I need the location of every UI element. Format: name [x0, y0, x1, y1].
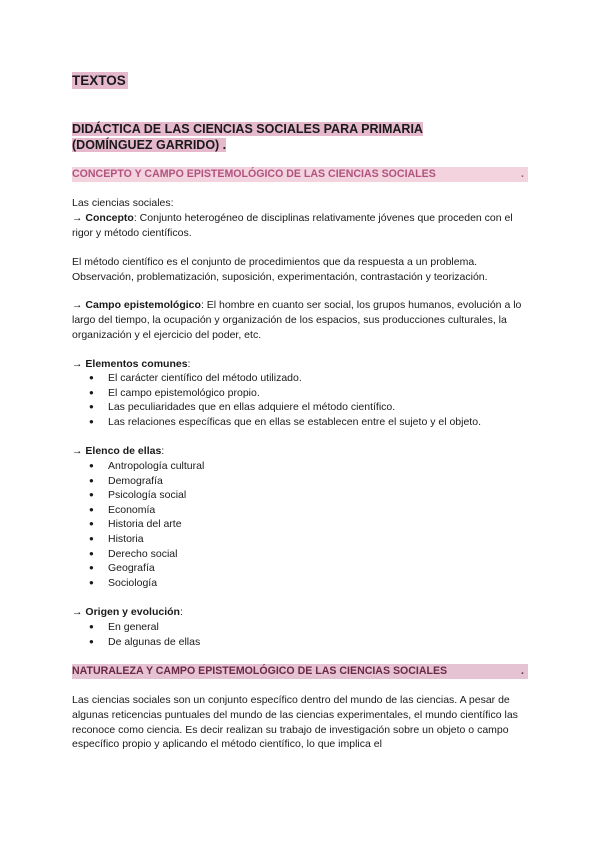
metodo-paragraph: El método científico es el conjunto de procedimientos que da respuesta a un problema. Observación, problematización, suposición, experimentación, contrastación y teorización.	[72, 256, 488, 283]
section-heading-text: NATURALEZA Y CAMPO EPISTEMOLÓGICO DE LAS CIENCIAS SOCIALES	[72, 665, 448, 677]
list-item: ● Historia	[72, 532, 530, 547]
list-item: ● En general	[72, 620, 530, 635]
list-item: ● Las relaciones específicas que en ellas se establecen entre el sujeto y el objeto.	[72, 415, 530, 430]
origen-heading	[72, 605, 530, 620]
book-title	[72, 121, 502, 153]
list-item: ● De algunas de ellas	[72, 635, 530, 650]
list-item: ● Antropología cultural	[72, 459, 530, 474]
naturaleza-paragraph: Las ciencias sociales son un conjunto específico dentro del mundo de las ciencias. A pesar de algunas reticencias puntuales del mundo de las ciencias experimentales, el mundo científico las reconoce como ciencia. Es decir realizan su trabajo de investigación sobre un objeto o campo específico propio y aplicando el método científico, lo que implica el	[72, 694, 518, 751]
elementos-heading	[72, 357, 530, 372]
concepto-text: : Conjunto heterogéneo de disciplinas relativamente jóvenes que proceden con el rigor y método científicos.	[72, 212, 513, 239]
book-title-text: DIDÁCTICA DE LAS CIENCIAS SOCIALES PARA PRIMARIA (DOMÍNGUEZ GARRIDO) .	[72, 122, 423, 152]
elenco-heading	[72, 444, 530, 459]
origen-label: → Origen y evolución	[72, 606, 180, 618]
elementos-colon: :	[187, 358, 191, 370]
list-item: ● El campo epistemológico propio.	[72, 386, 530, 401]
list-item: ● Sociología	[72, 576, 530, 591]
section-heading-concepto	[72, 167, 528, 182]
intro-text: Las ciencias sociales:	[72, 197, 174, 209]
list-item: ● Psicología social	[72, 488, 530, 503]
campo-paragraph	[72, 298, 530, 343]
origen-list	[72, 620, 530, 649]
section-heading-end: .	[521, 665, 524, 677]
concepto-label: → Concepto	[72, 212, 134, 224]
list-item: ● Las peculiaridades que en ellas adquiere el método científico.	[72, 400, 530, 415]
elenco-list	[72, 459, 530, 590]
elenco-label: → Elenco de ellas	[72, 445, 162, 457]
list-item: ● Demografía	[72, 474, 530, 489]
section-heading-text: CONCEPTO Y CAMPO EPISTEMOLÓGICO DE LAS CIENCIAS SOCIALES	[72, 168, 436, 180]
list-item: ● Historia del arte	[72, 517, 530, 532]
list-item: ● Derecho social	[72, 547, 530, 562]
elementos-list	[72, 371, 530, 429]
list-item: ● El carácter científico del método utilizado.	[72, 371, 530, 386]
elenco-colon: :	[161, 445, 165, 457]
campo-label: → Campo epistemológico	[72, 299, 201, 311]
section-heading-naturaleza	[72, 664, 528, 679]
concepto-paragraph	[72, 211, 530, 241]
campo-text: : El hombre en cuanto ser social, los grupos humanos, evolución a lo largo del tiempo, la ocupación y organización de los espacios, sus producciones culturales, la organización y el ejercicio del poder, etc.	[72, 299, 522, 341]
origen-colon: :	[179, 606, 183, 618]
list-item: ● Economía	[72, 503, 530, 518]
section-heading-end: .	[521, 168, 524, 180]
document-title: TEXTOS	[72, 73, 126, 88]
elementos-label: → Elementos comunes	[72, 358, 188, 370]
list-item: ● Geografía	[72, 561, 530, 576]
